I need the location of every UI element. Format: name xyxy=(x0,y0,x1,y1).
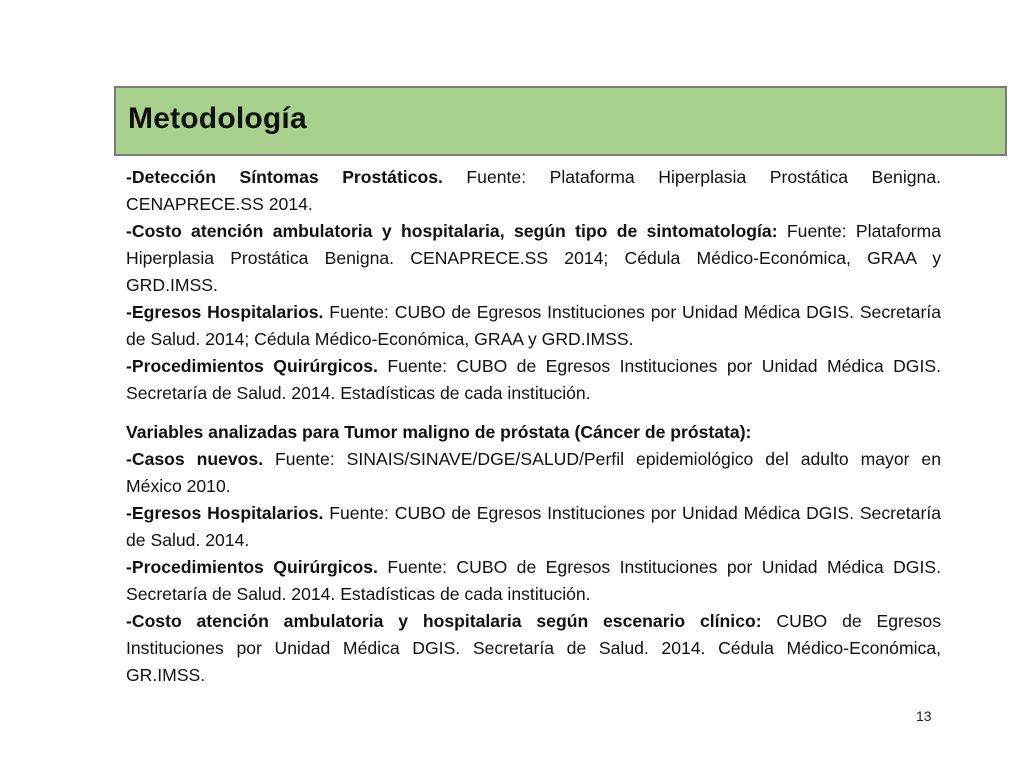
variable-label: -Procedimientos Quirúrgicos. xyxy=(126,557,378,577)
source-text: Fuente: Plataforma Hiperplasia Prostática Benigna. CENAPRECE.SS 2014; Cédula Médico-Económica, GRAA y GRD.IMSS. xyxy=(126,221,941,295)
title-bar xyxy=(114,86,1007,156)
variable-label: -Casos nuevos. xyxy=(126,449,264,469)
variable-text: Fuente: CUBO de Egresos Instituciones por Unidad Médica DGIS. Secretaría de Salud. 2014. Estadísticas de cada institución. xyxy=(126,557,941,604)
source-text: Fuente: Plataforma Hiperplasia Prostática Benigna. CENAPRECE.SS 2014. xyxy=(126,167,941,214)
page-number: 13 xyxy=(916,708,932,724)
variable-text: Fuente: SINAIS/SINAVE/DGE/SALUD/Perfil epidemiológico del adulto mayor en México 2010. xyxy=(126,449,941,496)
source-label: -Costo atención ambulatoria y hospitalaria, según tipo de sintomatología: xyxy=(126,221,778,241)
source-label: -Detección Síntomas Prostáticos. xyxy=(126,167,443,187)
source-item xyxy=(126,353,941,407)
source-text: Fuente: CUBO de Egresos Instituciones por Unidad Médica DGIS. Secretaría de Salud. 2014; Cédula Médico-Económica, GRAA y GRD.IMSS. xyxy=(126,302,941,349)
variable-text: CUBO de Egresos Instituciones por Unidad Médica DGIS. Secretaría de Salud. 2014. Cédula Médico-Económica, GR.IMSS. xyxy=(126,611,941,685)
variable-text: Fuente: CUBO de Egresos Instituciones por Unidad Médica DGIS. Secretaría de Salud. 2014. xyxy=(126,503,941,550)
variables-heading: Variables analizadas para Tumor maligno de próstata (Cáncer de próstata): xyxy=(126,422,752,442)
variable-item xyxy=(126,446,941,500)
variable-label: -Egresos Hospitalarios. xyxy=(126,503,324,523)
source-item xyxy=(126,299,941,353)
source-label: -Procedimientos Quirúrgicos. xyxy=(126,356,378,376)
variable-item xyxy=(126,554,941,608)
source-item xyxy=(126,164,941,218)
variable-item xyxy=(126,500,941,554)
source-item xyxy=(126,218,941,299)
variable-item xyxy=(126,608,941,689)
source-label: -Egresos Hospitalarios. xyxy=(126,302,324,322)
source-text: Fuente: CUBO de Egresos Instituciones por Unidad Médica DGIS. Secretaría de Salud. 2014. Estadísticas de cada institución. xyxy=(126,356,941,403)
slide-content xyxy=(126,164,941,689)
variable-label: -Costo atención ambulatoria y hospitalaria según escenario clínico: xyxy=(126,611,762,631)
slide-title: Metodología xyxy=(128,102,307,135)
